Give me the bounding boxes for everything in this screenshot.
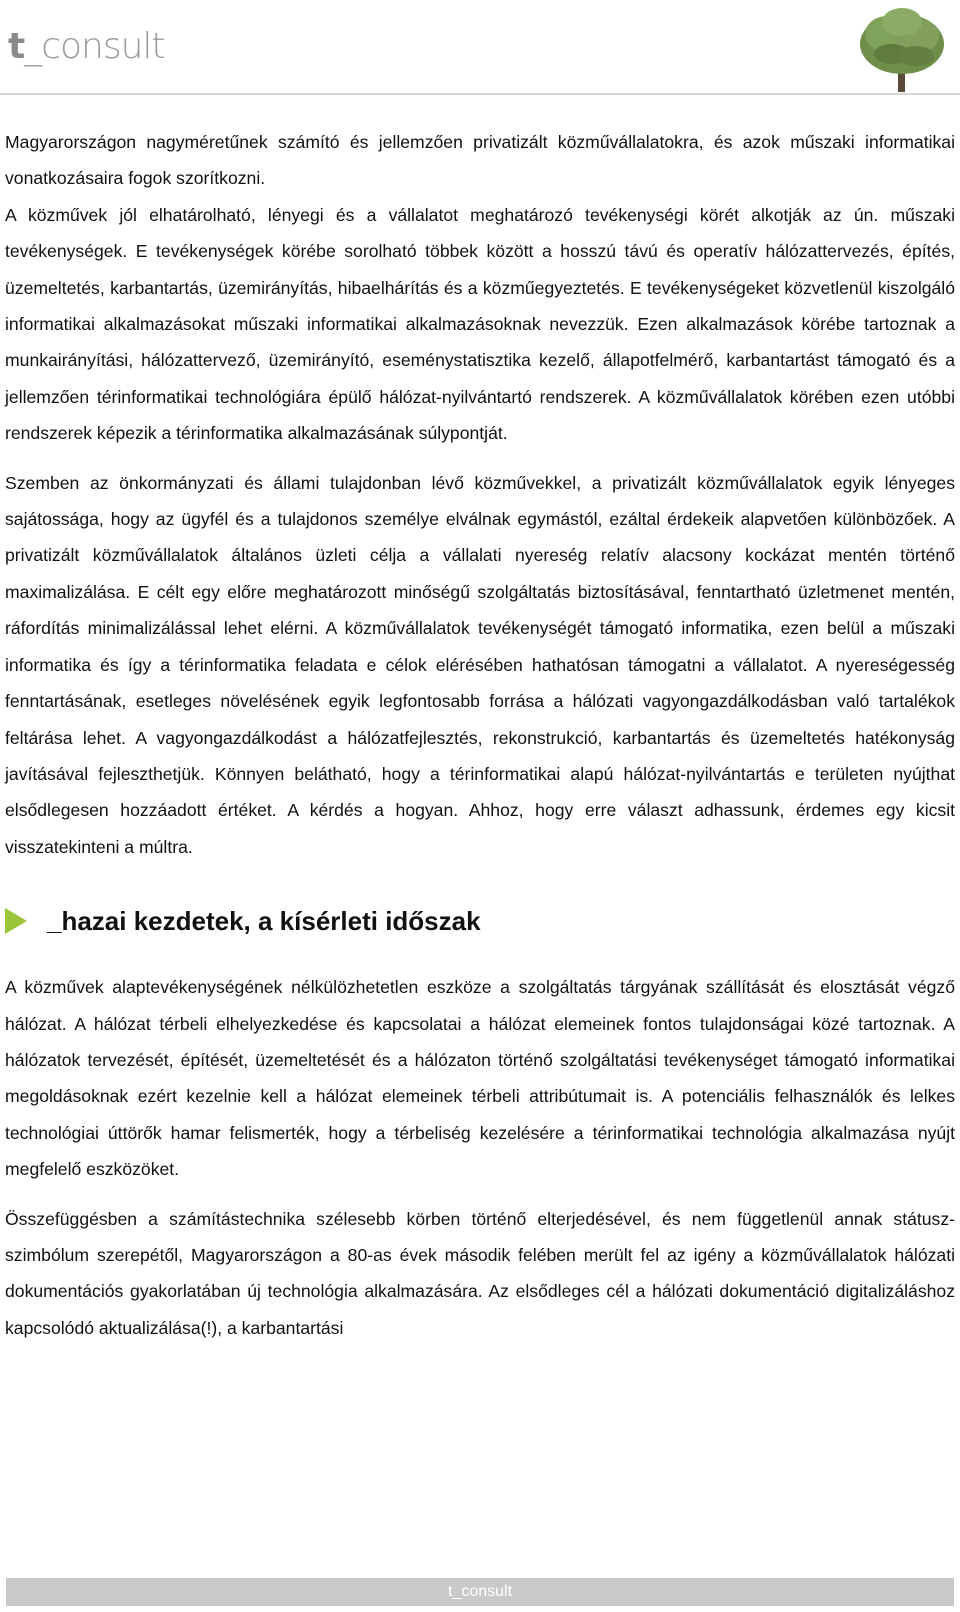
footer-label: t_consult xyxy=(447,1583,513,1600)
triangle-bullet-icon xyxy=(5,908,27,934)
paragraph: A közművek jól elhatárolható, lényegi és a vállalatot meghatározó tevékenységi körét alkotják az ún. műszaki tevékenységek. E tevékenységek körébe sorolható többek között a hosszú távú és operatív hálózattervezés, építés, üzemeltetés, karbantartás, üzemirányítás, hibaelhárítás és a közműegyeztetés. E tevékenységeket közvetlenül kiszolgáló informatikai alkalmazásokat műszaki informatikai alkalmazásoknak nevezzük. Ezen alkalmazások körébe tartoznak a munkairányítási, hálózattervező, üzemirányító, eseménystatisztika kezelő, állapotfelmérő, karbantartást támogató és a jellemzően térinformatikai technológiára épülő hálózat-nyilvántartó rendszerek. A közművállalatok körében ezen utóbbi rendszerek képezik a térinformatika alkalmazásának súlypontját. xyxy=(5,204,955,444)
header-divider xyxy=(0,93,960,95)
logo xyxy=(8,26,165,67)
page-footer xyxy=(6,1578,954,1606)
section-heading xyxy=(5,901,955,941)
logo-prefix: t xyxy=(8,26,25,67)
paragraph: Magyarországon nagyméretűnek számító és jellemzően privatizált közművállalatokra, és azok műszaki informatikai vonatkozásaira fogok szorítkozni. xyxy=(5,132,955,189)
tree-icon xyxy=(852,4,952,94)
page-header xyxy=(0,0,960,96)
paragraph: Szemben az önkormányzati és állami tulajdonban lévő közművekkel, a privatizált közművállalatok egyik lényeges sajátossága, hogy az ügyfél és a tulajdonos személye elválnak egymástól, ezáltal érdekeik alapvetően különbözőek. A privatizált közművállalatok általános üzleti célja a vállalati nyereség relatív alacsony kockázat mentén történő maximalizálása. E célt egy előre meghatározott minőségű szolgáltatás biztosításával, fenntartható üzletmenet mentén, ráfordítás minimalizálással lehet elérni. A közművállalatok tevékenységét támogató informatika, ezen belül a műszaki informatika és így a térinformatika feladata e célok elérésében hathatósan támogatni a vállalatot. A nyereségesség fenntartásának, esetleges növelésének egyik legfontosabb forrása a hálózati vagyongazdálkodásban való tartalékok feltárása lehet. A vagyongazdálkodást a hálózatfejlesztés, rekonstrukció, karbantartás és üzemeltetés hatékonyság javításával fejleszthetjük. Könnyen belátható, hogy a térinformatikai alapú hálózat-nyilvántartás e területen nyújthat elsődlegesen hozzáadott értéket. A kérdés a hogyan. Ahhoz, hogy erre választ adhassunk, érdemes egy kicsit visszatekinteni a múltra. xyxy=(5,472,955,857)
document-body xyxy=(5,124,955,1359)
section-title: _hazai kezdetek, a kísérleti időszak xyxy=(47,905,481,936)
paragraph: A közművek alaptevékenységének nélkülözhetetlen eszköze a szolgáltatás tárgyának szállítását és elosztását végző hálózat. A hálózat térbeli elhelyezkedése és kapcsolatai a hálózat elemeinek fontos tulajdonságai közé tartoznak. A hálózatok tervezését, építését, üzemeltetését és a hálózaton történő szolgáltatási tevékenységet támogató informatikai megoldásoknak ezért kezelnie kell a hálózat elemeinek térbeli attribútumait is. A potenciális felhasználók és lelkes technológiai úttörők hamar felismerték, hogy a térbeliség kezelésére a térinformatikai technológia alkalmazása nyújt megfelelő eszközöket. xyxy=(5,977,955,1180)
logo-suffix: _consult xyxy=(24,26,165,67)
paragraph: Összefüggésben a számítástechnika szélesebb körben történő elterjedésével, és nem függetlenül annak státusz-szimbólum szerepétől, Magyarországon a 80-as évek második felében merült fel az igény a közművállalatok hálózati dokumentációs gyakorlatában új technológia alkalmazására. Az elsődleges cél a hálózati dokumentáció digitalizáláshoz kapcsolódó aktualizálása(!), a karbantartási xyxy=(5,1208,955,1338)
